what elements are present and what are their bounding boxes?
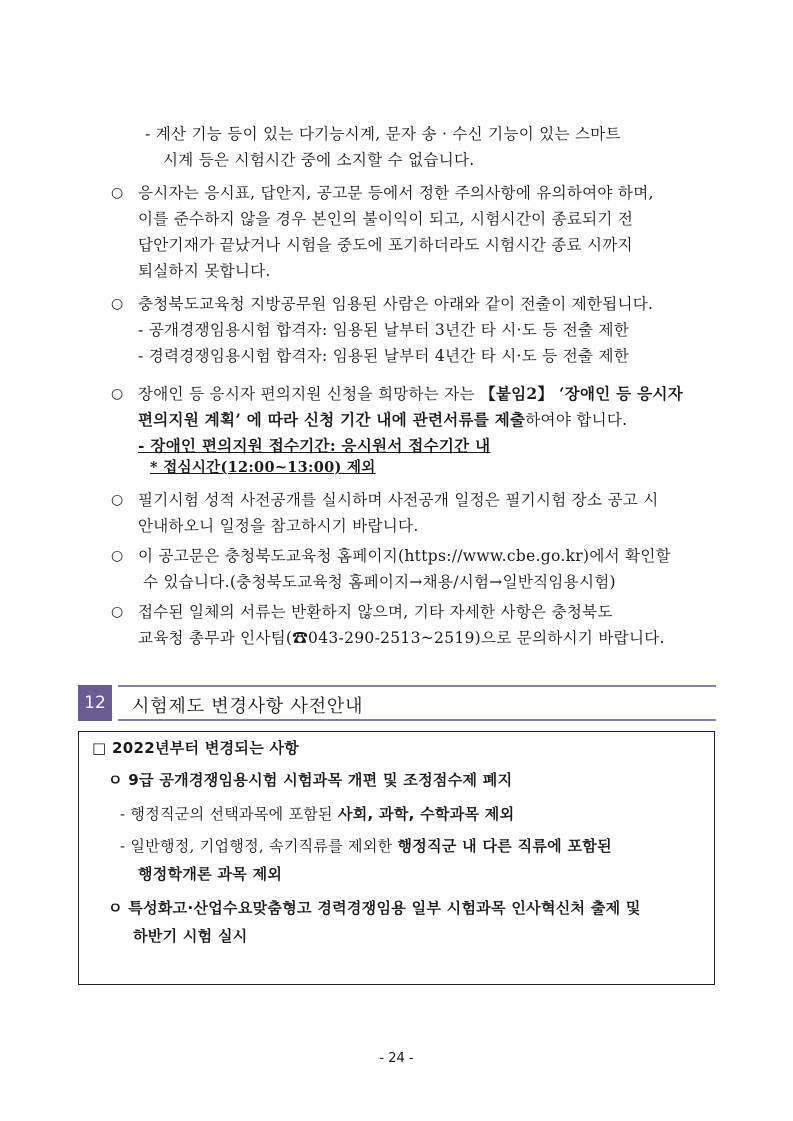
change-item-1-sub2-cont: 행정학개론 과목 제외 — [138, 865, 283, 883]
score-disclosure-line1: 필기시험 성적 사전공개를 실시하며 사전공개 일정은 필기시험 장소 공고 시 — [138, 491, 659, 509]
contact-line2: 교육청 총무과 인사팀(☎043-290-2513~2519)으로 문의하시기 바랍니다. — [138, 629, 665, 647]
homepage-line2: 수 있습니다.(충청북도교육청 홈페이지→채용/시험→일반직임용시험) — [143, 573, 616, 591]
disability-support-period: - 장애인 편의지원 접수기간: 응시원서 접수기간 내 — [138, 436, 491, 455]
circle-bullet-icon: ○ — [111, 185, 124, 201]
transfer-rule-line2: - 공개경쟁임용시험 합격자: 임용된 날부터 3년간 타 시·도 등 전출 제한 — [138, 321, 630, 339]
section-header — [78, 685, 716, 721]
change-item-2-line1: ㅇ 특성화고·산업수요맞춤형고 경력경쟁임용 일부 시험과목 인사혁신처 출제 및 — [108, 899, 641, 917]
change-item-1-sub1: - 행정직군의 선택과목에 포함된 사회, 과학, 수학과목 제외 — [120, 805, 515, 823]
watch-rule-line2: 시계 등은 시험시간 중에 소지할 수 없습니다. — [163, 151, 475, 169]
applicant-rule-line1: 응시자는 응시표, 답안지, 공고문 등에서 정한 주의사항에 유의하여야 하며, — [138, 184, 654, 202]
section-number: 12 — [78, 685, 112, 721]
section-title: 시험제도 변경사항 사전안내 — [132, 696, 364, 717]
change-item-1-sub2: - 일반행정, 기업행정, 속기직류를 제외한 행정직군 내 다른 직류에 포함된 — [120, 837, 612, 855]
disability-support-line1: 장애인 등 응시자 편의지원 신청을 희망하는 자는 【붙임2】 ‘장애인 등 응시자 — [138, 384, 683, 403]
circle-bullet-icon: ○ — [111, 548, 124, 564]
applicant-rule-line3: 답안기재가 끝났거나 시험을 중도에 포기하더라도 시험시간 종료 시까지 — [138, 236, 633, 254]
change-item-2-line2: 하반기 시험 실시 — [133, 927, 248, 945]
watch-rule-line1: - 계산 기능 등이 있는 다기능시계, 문자 송 · 수신 기능이 있는 스마트 — [145, 125, 621, 143]
page-number: - 24 - — [379, 1051, 414, 1066]
transfer-rule-line3: - 경력경쟁임용시험 합격자: 임용된 날부터 4년간 타 시·도 등 전출 제한 — [138, 347, 630, 365]
homepage-line1: 이 공고문은 충청북도교육청 홈페이지(https://www.cbe.go.kr)에서 확인할 — [138, 547, 671, 565]
contact-line1: 접수된 일체의 서류는 반환하지 않으며, 기타 자세한 사항은 충청북도 — [138, 603, 613, 621]
change-item-1: ㅇ 9급 공개경쟁임용시험 시험과목 개편 및 조정점수제 폐지 — [108, 771, 513, 789]
circle-bullet-icon: ○ — [111, 296, 124, 312]
applicant-rule-line2: 이를 준수하지 않을 경우 본인의 불이익이 되고, 시험시간이 종료되기 전 — [138, 210, 634, 228]
changes-heading: □ 2022년부터 변경되는 사항 — [92, 739, 300, 757]
applicant-rule-line4: 퇴실하지 못합니다. — [138, 262, 271, 280]
disability-support-exception: * 접심시간(12:00~13:00) 제외 — [150, 459, 376, 476]
circle-bullet-icon: ○ — [111, 386, 124, 402]
section-rule-bottom — [118, 719, 716, 721]
circle-bullet-icon: ○ — [111, 492, 124, 508]
circle-bullet-icon: ○ — [111, 604, 124, 620]
score-disclosure-line2: 안내하오니 일정을 참고하시기 바랍니다. — [138, 517, 419, 535]
disability-support-line2: 편의지원 계획’ 에 따라 신청 기간 내에 관련서류를 제출하여야 합니다. — [138, 410, 628, 429]
section-rule-top — [118, 685, 716, 687]
transfer-rule-line1: 충청북도교육청 지방공무원 임용된 사람은 아래와 같이 전출이 제한됩니다. — [138, 295, 654, 313]
